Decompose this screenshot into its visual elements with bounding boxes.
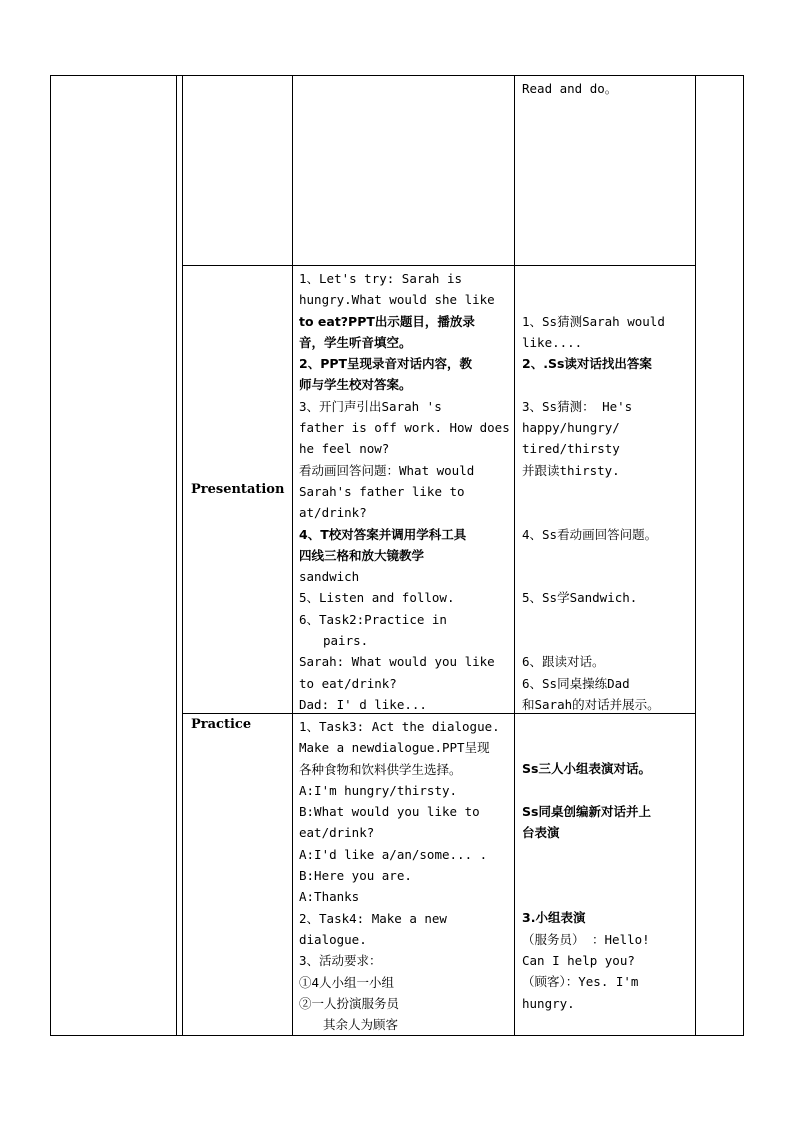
table-right-border (743, 75, 744, 1036)
text-line: （顾客）：Yes. I'm (522, 974, 639, 990)
col-divider-5 (695, 75, 696, 1036)
text-line: 4、Ss看动画回答问题。 (522, 526, 658, 542)
text-line: pairs. (323, 633, 369, 649)
text-line: dialogue. (299, 931, 367, 947)
row-divider-1 (182, 265, 696, 266)
text-line: 3、活动要求： (299, 953, 382, 969)
text-line: （服务员） ：Hello! (522, 931, 650, 947)
text-line: Make a newdialogue.PPT呈现 (299, 740, 490, 756)
text-line (522, 780, 651, 801)
text-line: A:Thanks (299, 889, 360, 905)
text-line: Sarah's father like to (299, 483, 465, 499)
text-line: sandwich (299, 569, 360, 585)
text-line (522, 545, 665, 566)
text-line: 3、Ss猜测： He's (522, 398, 633, 414)
table-top-border (50, 75, 744, 76)
text-line (522, 609, 665, 630)
text-line: A:I'm hungry/thirsty. (299, 782, 458, 798)
text-line (522, 289, 665, 310)
text-line: 2、.Ss读对话找出答案 (522, 356, 652, 372)
text-line: 2、PPT呈现录音对话内容，教 (299, 356, 473, 372)
text-line: Ss同桌创编新对话并上 (522, 803, 651, 819)
text-line (522, 886, 651, 907)
text-line: 1、Ss猜测Sarah would (522, 313, 665, 329)
text-line: B:Here you are. (299, 868, 412, 884)
presentation-teacher-activity (299, 268, 510, 715)
text-line: 音，学生听音填空。 (299, 334, 412, 350)
text-line: happy/hungry/ (522, 420, 620, 436)
text-line (522, 737, 651, 758)
text-line: eat/drink? (299, 825, 375, 841)
text-line: Dad: I' d like... (299, 696, 427, 712)
text-line: 四线三格和放大镜教学 (299, 547, 425, 563)
text-line: 3.小组表演 (522, 910, 586, 926)
text-line: hungry.What would she like (299, 292, 495, 308)
text-line: father is off work. How does (299, 420, 510, 436)
text-line: to eat/drink? (299, 675, 397, 691)
text-line: tired/thirsty (522, 441, 620, 457)
text-line: 其余人为顾客 (323, 1017, 399, 1033)
text-line: Sarah: What would you like (299, 654, 495, 670)
text-line: 6、Ss同桌操练Dad (522, 675, 630, 691)
text-line (522, 865, 651, 886)
practice-teacher-activity (299, 716, 500, 1035)
text-line (522, 630, 665, 651)
practice-student-activity (522, 737, 651, 1014)
text-line: 并跟读thirsty. (522, 462, 620, 478)
text-line: 2、Task4: Make a new (299, 910, 447, 926)
presentation-label: Presentation (191, 482, 285, 497)
text-line: 6、Task2:Practice in (299, 611, 447, 627)
text-line (522, 843, 651, 864)
text-line: hungry. (522, 995, 575, 1011)
text-line (522, 268, 665, 289)
text-line (522, 566, 665, 587)
row1-student-activity (522, 78, 617, 99)
text-line: 1、Let's try: Sarah is (299, 271, 463, 286)
text-line: ②一人扮演服务员 (299, 995, 400, 1011)
text-line: like.... (522, 334, 583, 350)
col-divider-3 (292, 75, 293, 1036)
text-line: ①4人小组一小组 (299, 974, 395, 990)
table-left-border (50, 75, 51, 1036)
text-line: he feel now? (299, 441, 390, 457)
text-line: 4、T校对答案并调用学科工具 (299, 526, 467, 542)
text-line: B:What would you like to (299, 804, 480, 820)
text-line: 3、开门声引出Sarah 's (299, 398, 442, 414)
text-line (522, 481, 665, 502)
text-line: to eat?PPT出示题目，播放录 (299, 313, 475, 329)
presentation-student-activity (522, 268, 665, 715)
text-line: 5、Ss学Sandwich. (522, 590, 638, 606)
text-line: 5、Listen and follow. (299, 590, 455, 606)
col-divider-2 (182, 75, 183, 1036)
text-line: 和Sarah的对话并展示。 (522, 696, 660, 712)
col-divider-4 (514, 75, 515, 1036)
text-line: 师与学生校对答案。 (299, 377, 412, 393)
text-line: 各种食物和饮料供学生选择。 (299, 761, 462, 777)
text-line: 台表演 (522, 825, 560, 841)
text-line: at/drink? (299, 505, 367, 521)
text-line: A:I'd like a/an/some... . (299, 846, 488, 862)
col-divider-1 (176, 75, 177, 1036)
text-line: Ss三人小组表演对话。 (522, 761, 651, 777)
text-line (522, 502, 665, 523)
practice-label: Practice (191, 717, 252, 732)
text-line: 看动画回答问题：What would (299, 462, 475, 478)
text-line: Can I help you? (522, 952, 635, 968)
text-line: 6、跟读对话。 (522, 654, 605, 670)
text-line (522, 374, 665, 395)
text-line: 1、Task3: Act the dialogue. (299, 719, 500, 734)
text-line: Read and do。 (522, 81, 618, 96)
